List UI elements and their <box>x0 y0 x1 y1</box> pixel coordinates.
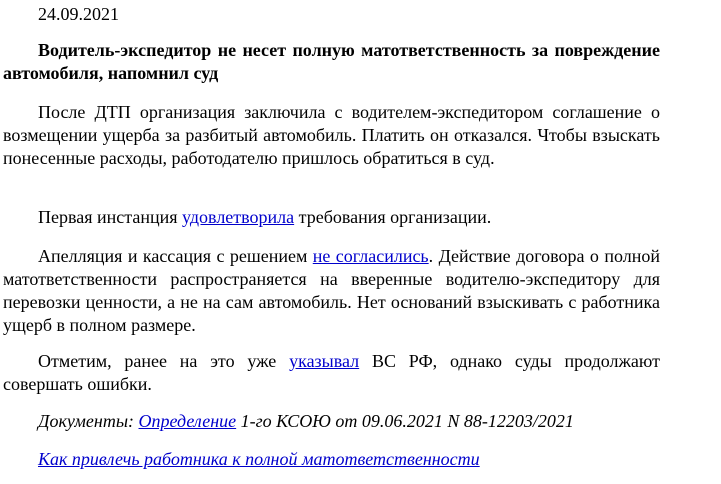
documents-reference: 1-го КСОЮ от 09.06.2021 N 88-12203/2021 <box>236 411 574 431</box>
link-udovletvorila[interactable]: удовлетворила <box>182 207 295 227</box>
publication-date: 24.09.2021 <box>38 4 119 24</box>
paragraph-text: Апелляция и кассация с решением <box>38 246 313 266</box>
paragraph-text: ВС РФ, однако суды продолжают совершать ошибки. <box>3 351 660 394</box>
paragraph-text: . Действие договора о полной матответственности распространяется на вверенные водителю-экспедитору для перевозки ценности, а не на сам автомобиль. Нет оснований взыскивать с работника ущерб в полном размере. <box>3 246 660 335</box>
paragraph-intro: После ДТП организация заключила с водителем-экспедитором соглашение о возмещении ущерба за разбитый автомобиль. Платить он отказался. Чтобы взыскать понесенные расходы, работодателю пришлось обратиться в суд. <box>3 102 660 168</box>
paragraph-appeal <box>3 245 660 337</box>
paragraph-first-instance <box>3 206 660 229</box>
documents-label: Документы: <box>38 411 139 431</box>
article-title: Водитель-экспедитор не несет полную матответственность за повреждение автомобиля, напомнил суд <box>3 40 660 83</box>
link-ne-soglasilis[interactable]: не согласились <box>312 246 429 266</box>
paragraph-text: Первая инстанция <box>38 207 183 227</box>
paragraph-text: требования организации. <box>294 207 492 227</box>
link-ukazyval[interactable]: указывал <box>289 351 360 371</box>
documents-line <box>3 410 660 433</box>
paragraph-text: Отметим, ранее на это уже <box>38 351 290 371</box>
link-related-article[interactable]: Как привлечь работника к полной матответственности <box>38 449 480 469</box>
related-article <box>3 448 660 471</box>
link-opredelenie[interactable]: Определение <box>138 411 237 431</box>
paragraph-supreme-court <box>3 350 660 396</box>
